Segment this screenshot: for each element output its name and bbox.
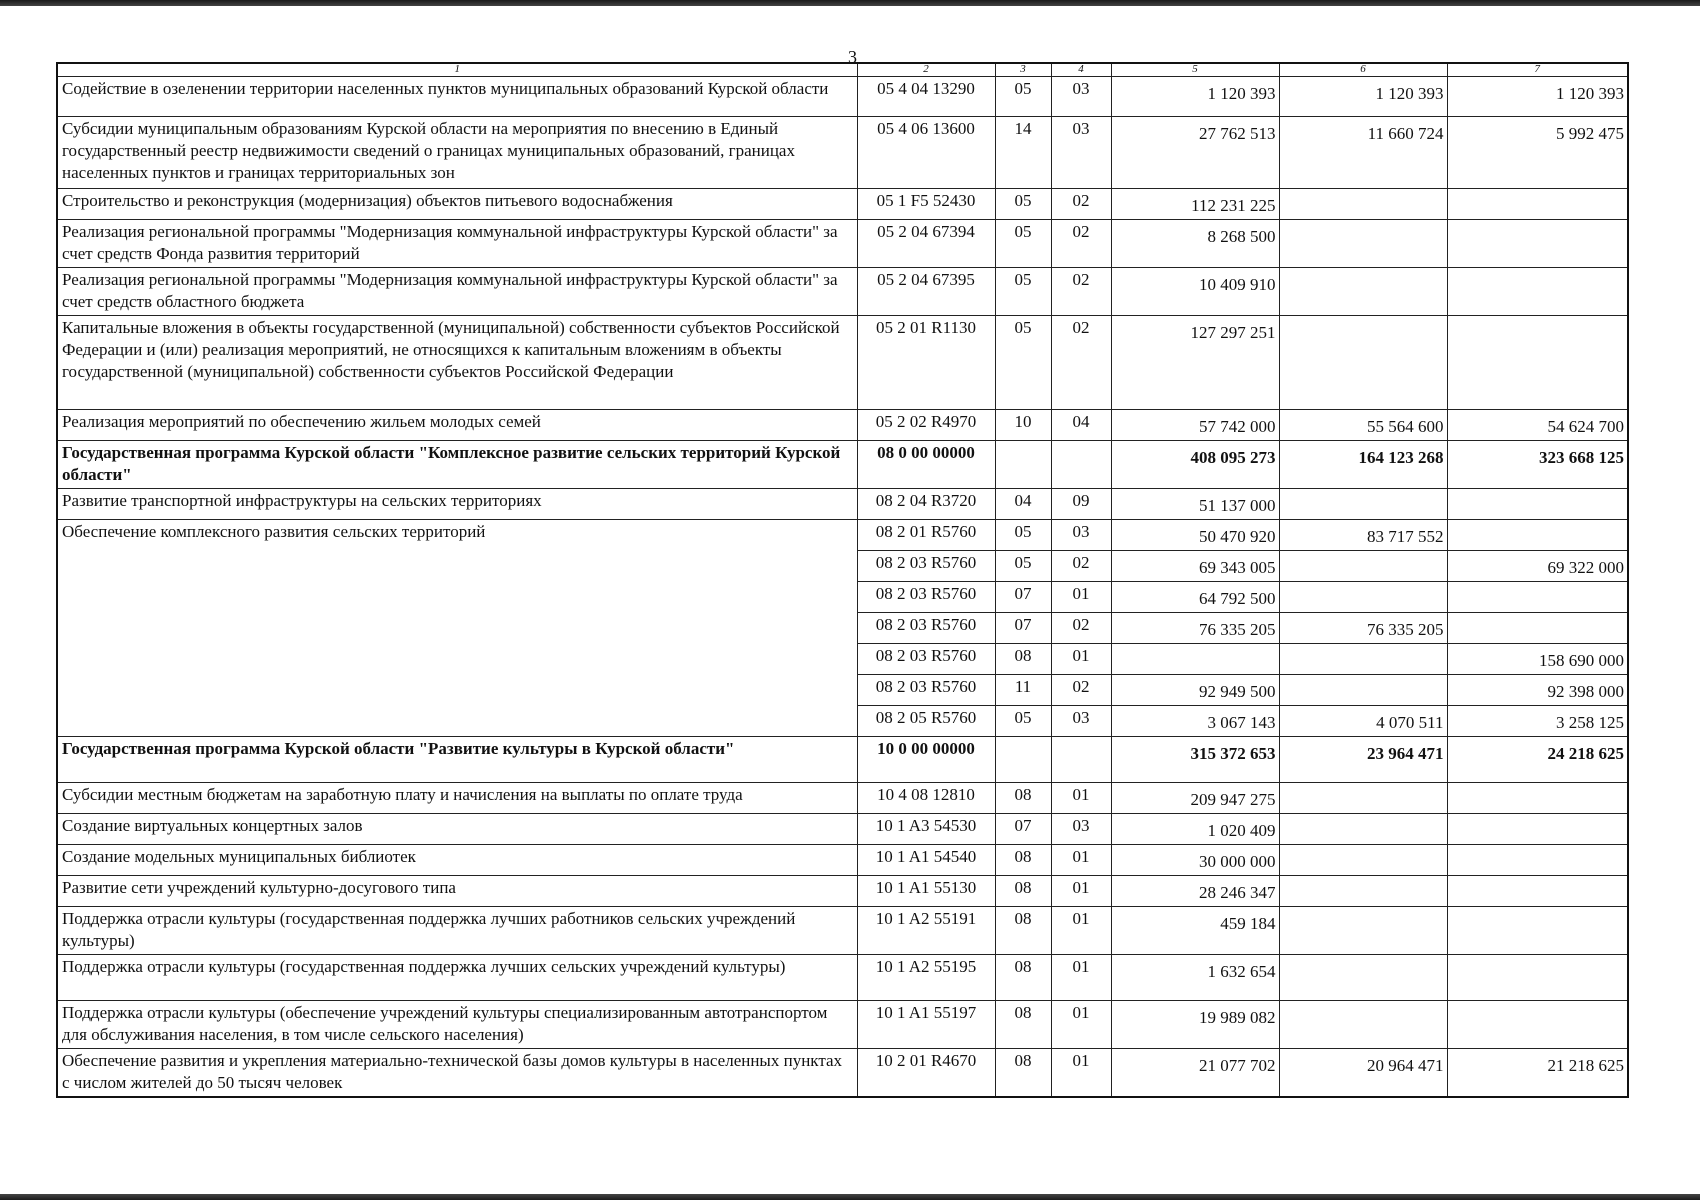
row-section: 04 bbox=[995, 489, 1051, 520]
row-subsection: 01 bbox=[1051, 845, 1111, 876]
row-subsection: 01 bbox=[1051, 907, 1111, 955]
row-name: Государственная программа Курской области "Комплексное развитие сельских территорий Курской области" bbox=[57, 441, 857, 489]
row-code: 05 2 04 67394 bbox=[857, 220, 995, 268]
row-section: 05 bbox=[995, 189, 1051, 220]
row-code: 10 1 A1 55130 bbox=[857, 876, 995, 907]
row-amount-6 bbox=[1279, 189, 1447, 220]
row-code: 08 2 05 R5760 bbox=[857, 706, 995, 737]
row-amount-5: 28 246 347 bbox=[1111, 876, 1279, 907]
row-amount-5 bbox=[1111, 644, 1279, 675]
row-amount-7 bbox=[1447, 845, 1628, 876]
scan-edge-top bbox=[0, 0, 1700, 6]
table-row bbox=[57, 907, 1628, 955]
row-name: Создание виртуальных концертных залов bbox=[57, 814, 857, 845]
row-code: 08 2 01 R5760 bbox=[857, 520, 995, 551]
row-amount-6 bbox=[1279, 644, 1447, 675]
row-amount-6 bbox=[1279, 783, 1447, 814]
column-number-header bbox=[57, 63, 1628, 77]
row-amount-6: 83 717 552 bbox=[1279, 520, 1447, 551]
row-subsection: 02 bbox=[1051, 189, 1111, 220]
row-subsection bbox=[1051, 441, 1111, 489]
row-subsection: 03 bbox=[1051, 520, 1111, 551]
row-amount-6 bbox=[1279, 955, 1447, 1001]
row-name: Обеспечение развития и укрепления материально-технической базы домов культуры в населенных пунктах с числом жителей до 50 тысяч человек bbox=[57, 1049, 857, 1098]
row-amount-5: 57 742 000 bbox=[1111, 410, 1279, 441]
table-row bbox=[57, 189, 1628, 220]
row-section: 07 bbox=[995, 613, 1051, 644]
table-row bbox=[57, 783, 1628, 814]
col-header-2: 2 bbox=[857, 63, 995, 77]
table-row bbox=[57, 876, 1628, 907]
row-subsection: 02 bbox=[1051, 316, 1111, 410]
row-amount-6 bbox=[1279, 268, 1447, 316]
col-header-6: 6 bbox=[1279, 63, 1447, 77]
row-amount-5: 51 137 000 bbox=[1111, 489, 1279, 520]
table-row bbox=[57, 1049, 1628, 1098]
row-amount-7 bbox=[1447, 955, 1628, 1001]
row-amount-7: 323 668 125 bbox=[1447, 441, 1628, 489]
row-amount-6 bbox=[1279, 582, 1447, 613]
row-subsection: 02 bbox=[1051, 613, 1111, 644]
row-amount-7: 21 218 625 bbox=[1447, 1049, 1628, 1098]
row-amount-6: 4 070 511 bbox=[1279, 706, 1447, 737]
row-subsection: 01 bbox=[1051, 582, 1111, 613]
table-row bbox=[57, 77, 1628, 117]
row-section: 08 bbox=[995, 955, 1051, 1001]
row-subsection: 01 bbox=[1051, 876, 1111, 907]
row-code: 08 2 04 R3720 bbox=[857, 489, 995, 520]
table-row bbox=[57, 441, 1628, 489]
row-section: 08 bbox=[995, 876, 1051, 907]
row-code: 10 1 A3 54530 bbox=[857, 814, 995, 845]
row-section: 08 bbox=[995, 845, 1051, 876]
row-amount-7: 5 992 475 bbox=[1447, 117, 1628, 189]
row-code: 05 2 02 R4970 bbox=[857, 410, 995, 441]
row-amount-5: 3 067 143 bbox=[1111, 706, 1279, 737]
row-amount-6 bbox=[1279, 489, 1447, 520]
row-amount-5: 112 231 225 bbox=[1111, 189, 1279, 220]
row-section: 08 bbox=[995, 644, 1051, 675]
row-amount-6: 20 964 471 bbox=[1279, 1049, 1447, 1098]
row-name: Обеспечение комплексного развития сельских территорий bbox=[57, 520, 857, 737]
row-section: 08 bbox=[995, 907, 1051, 955]
row-section: 07 bbox=[995, 814, 1051, 845]
row-name: Поддержка отрасли культуры (обеспечение учреждений культуры специализированным автотранспортом для обслуживания населения, в том числе сельского населения) bbox=[57, 1001, 857, 1049]
row-code: 08 2 03 R5760 bbox=[857, 613, 995, 644]
row-amount-7: 54 624 700 bbox=[1447, 410, 1628, 441]
row-subsection: 03 bbox=[1051, 706, 1111, 737]
row-amount-6 bbox=[1279, 220, 1447, 268]
row-code: 05 4 04 13290 bbox=[857, 77, 995, 117]
row-amount-7 bbox=[1447, 814, 1628, 845]
row-amount-6: 76 335 205 bbox=[1279, 613, 1447, 644]
row-amount-7 bbox=[1447, 1001, 1628, 1049]
row-amount-5: 19 989 082 bbox=[1111, 1001, 1279, 1049]
row-amount-7 bbox=[1447, 268, 1628, 316]
col-header-5: 5 bbox=[1111, 63, 1279, 77]
row-subsection: 03 bbox=[1051, 117, 1111, 189]
table-row bbox=[57, 316, 1628, 410]
row-amount-7 bbox=[1447, 582, 1628, 613]
row-subsection: 09 bbox=[1051, 489, 1111, 520]
row-section: 05 bbox=[995, 77, 1051, 117]
row-amount-6 bbox=[1279, 675, 1447, 706]
row-amount-6 bbox=[1279, 1001, 1447, 1049]
row-amount-7: 24 218 625 bbox=[1447, 737, 1628, 783]
table-row bbox=[57, 814, 1628, 845]
row-amount-7: 1 120 393 bbox=[1447, 77, 1628, 117]
row-name: Развитие сети учреждений культурно-досугового типа bbox=[57, 876, 857, 907]
row-name: Субсидии муниципальным образованиям Курской области на мероприятия по внесению в Единый государственный реестр недвижимости сведений о границах муниципальных образований, границах населенных пунктов и границах территориальных зон bbox=[57, 117, 857, 189]
row-amount-7 bbox=[1447, 220, 1628, 268]
table-row bbox=[57, 489, 1628, 520]
table-row bbox=[57, 737, 1628, 783]
row-name: Содействие в озеленении территории населенных пунктов муниципальных образований Курской области bbox=[57, 77, 857, 117]
row-subsection: 02 bbox=[1051, 220, 1111, 268]
row-amount-5: 8 268 500 bbox=[1111, 220, 1279, 268]
row-amount-7 bbox=[1447, 783, 1628, 814]
row-amount-6: 23 964 471 bbox=[1279, 737, 1447, 783]
row-code: 10 1 A2 55191 bbox=[857, 907, 995, 955]
row-amount-6: 1 120 393 bbox=[1279, 77, 1447, 117]
row-section: 05 bbox=[995, 316, 1051, 410]
row-section: 05 bbox=[995, 706, 1051, 737]
row-amount-5: 27 762 513 bbox=[1111, 117, 1279, 189]
row-amount-7: 3 258 125 bbox=[1447, 706, 1628, 737]
row-amount-7 bbox=[1447, 907, 1628, 955]
table-row bbox=[57, 117, 1628, 189]
row-section: 05 bbox=[995, 220, 1051, 268]
row-section: 08 bbox=[995, 783, 1051, 814]
row-subsection: 03 bbox=[1051, 77, 1111, 117]
row-section: 10 bbox=[995, 410, 1051, 441]
row-amount-6: 55 564 600 bbox=[1279, 410, 1447, 441]
row-amount-5: 69 343 005 bbox=[1111, 551, 1279, 582]
scan-edge-bottom bbox=[0, 1194, 1700, 1200]
row-amount-5: 76 335 205 bbox=[1111, 613, 1279, 644]
row-code: 10 2 01 R4670 bbox=[857, 1049, 995, 1098]
row-section: 05 bbox=[995, 520, 1051, 551]
row-amount-7 bbox=[1447, 189, 1628, 220]
table-row bbox=[57, 520, 1628, 551]
row-code: 08 2 03 R5760 bbox=[857, 675, 995, 706]
row-name: Поддержка отрасли культуры (государственная поддержка лучших сельских учреждений культуры) bbox=[57, 955, 857, 1001]
row-name: Субсидии местным бюджетам на заработную плату и начисления на выплаты по оплате труда bbox=[57, 783, 857, 814]
row-amount-6 bbox=[1279, 907, 1447, 955]
row-name: Реализация региональной программы "Модернизация коммунальной инфраструктуры Курской области" за счет средств областного бюджета bbox=[57, 268, 857, 316]
table-row bbox=[57, 268, 1628, 316]
col-header-7: 7 bbox=[1447, 63, 1628, 77]
row-code: 10 1 A2 55195 bbox=[857, 955, 995, 1001]
row-code: 05 4 06 13600 bbox=[857, 117, 995, 189]
col-header-4: 4 bbox=[1051, 63, 1111, 77]
row-name: Капитальные вложения в объекты государственной (муниципальной) собственности субъектов Российской Федерации и (или) реализация мероприятий, не относящихся к капитальным вложениям в объекты государственной (муниципальной) собственности субъектов Российской Федерации bbox=[57, 316, 857, 410]
row-subsection: 01 bbox=[1051, 783, 1111, 814]
row-subsection: 01 bbox=[1051, 1001, 1111, 1049]
row-amount-5: 21 077 702 bbox=[1111, 1049, 1279, 1098]
row-subsection: 04 bbox=[1051, 410, 1111, 441]
row-amount-5: 127 297 251 bbox=[1111, 316, 1279, 410]
row-amount-5: 408 095 273 bbox=[1111, 441, 1279, 489]
row-amount-5: 30 000 000 bbox=[1111, 845, 1279, 876]
row-code: 08 2 03 R5760 bbox=[857, 644, 995, 675]
row-amount-6 bbox=[1279, 876, 1447, 907]
row-subsection: 02 bbox=[1051, 675, 1111, 706]
row-subsection: 01 bbox=[1051, 1049, 1111, 1098]
row-name: Поддержка отрасли культуры (государственная поддержка лучших работников сельских учреждений культуры) bbox=[57, 907, 857, 955]
row-name: Развитие транспортной инфраструктуры на сельских территориях bbox=[57, 489, 857, 520]
row-code: 08 2 03 R5760 bbox=[857, 582, 995, 613]
table-row bbox=[57, 220, 1628, 268]
row-subsection: 03 bbox=[1051, 814, 1111, 845]
row-code: 10 1 A1 55197 bbox=[857, 1001, 995, 1049]
row-amount-5: 459 184 bbox=[1111, 907, 1279, 955]
row-amount-7: 69 322 000 bbox=[1447, 551, 1628, 582]
row-subsection: 01 bbox=[1051, 644, 1111, 675]
row-section: 08 bbox=[995, 1049, 1051, 1098]
row-name: Реализация мероприятий по обеспечению жильем молодых семей bbox=[57, 410, 857, 441]
row-section: 11 bbox=[995, 675, 1051, 706]
row-amount-5: 1 632 654 bbox=[1111, 955, 1279, 1001]
page-number: 3 bbox=[848, 47, 857, 67]
row-amount-7 bbox=[1447, 520, 1628, 551]
row-code: 05 2 04 67395 bbox=[857, 268, 995, 316]
row-code: 10 4 08 12810 bbox=[857, 783, 995, 814]
row-code: 05 1 F5 52430 bbox=[857, 189, 995, 220]
row-amount-7 bbox=[1447, 613, 1628, 644]
row-amount-5: 1 120 393 bbox=[1111, 77, 1279, 117]
row-section bbox=[995, 737, 1051, 783]
budget-table bbox=[56, 62, 1629, 1098]
row-section: 05 bbox=[995, 551, 1051, 582]
row-amount-7: 92 398 000 bbox=[1447, 675, 1628, 706]
row-code: 10 0 00 00000 bbox=[857, 737, 995, 783]
row-section: 05 bbox=[995, 268, 1051, 316]
row-code: 10 1 A1 54540 bbox=[857, 845, 995, 876]
row-amount-5: 10 409 910 bbox=[1111, 268, 1279, 316]
row-amount-6 bbox=[1279, 814, 1447, 845]
row-amount-5: 315 372 653 bbox=[1111, 737, 1279, 783]
row-name: Государственная программа Курской области "Развитие культуры в Курской области" bbox=[57, 737, 857, 783]
row-section: 07 bbox=[995, 582, 1051, 613]
table-row bbox=[57, 955, 1628, 1001]
row-subsection: 01 bbox=[1051, 955, 1111, 1001]
row-amount-6: 11 660 724 bbox=[1279, 117, 1447, 189]
row-subsection bbox=[1051, 737, 1111, 783]
row-amount-5: 92 949 500 bbox=[1111, 675, 1279, 706]
row-amount-6 bbox=[1279, 551, 1447, 582]
row-subsection: 02 bbox=[1051, 551, 1111, 582]
table-row bbox=[57, 410, 1628, 441]
row-code: 08 2 03 R5760 bbox=[857, 551, 995, 582]
row-name: Создание модельных муниципальных библиотек bbox=[57, 845, 857, 876]
row-amount-7: 158 690 000 bbox=[1447, 644, 1628, 675]
row-section: 08 bbox=[995, 1001, 1051, 1049]
row-amount-5: 209 947 275 bbox=[1111, 783, 1279, 814]
row-amount-6: 164 123 268 bbox=[1279, 441, 1447, 489]
row-code: 08 0 00 00000 bbox=[857, 441, 995, 489]
row-amount-5: 64 792 500 bbox=[1111, 582, 1279, 613]
row-amount-7 bbox=[1447, 489, 1628, 520]
row-amount-5: 1 020 409 bbox=[1111, 814, 1279, 845]
row-section bbox=[995, 441, 1051, 489]
row-name: Реализация региональной программы "Модернизация коммунальной инфраструктуры Курской области" за счет средств Фонда развития территорий bbox=[57, 220, 857, 268]
row-code: 05 2 01 R1130 bbox=[857, 316, 995, 410]
col-header-1: 1 bbox=[57, 63, 857, 77]
row-section: 14 bbox=[995, 117, 1051, 189]
row-amount-6 bbox=[1279, 845, 1447, 876]
row-amount-7 bbox=[1447, 876, 1628, 907]
row-name: Строительство и реконструкция (модернизация) объектов питьевого водоснабжения bbox=[57, 189, 857, 220]
row-amount-6 bbox=[1279, 316, 1447, 410]
table-row bbox=[57, 845, 1628, 876]
row-subsection: 02 bbox=[1051, 268, 1111, 316]
row-amount-7 bbox=[1447, 316, 1628, 410]
row-amount-5: 50 470 920 bbox=[1111, 520, 1279, 551]
table-row bbox=[57, 1001, 1628, 1049]
col-header-3: 3 bbox=[995, 63, 1051, 77]
